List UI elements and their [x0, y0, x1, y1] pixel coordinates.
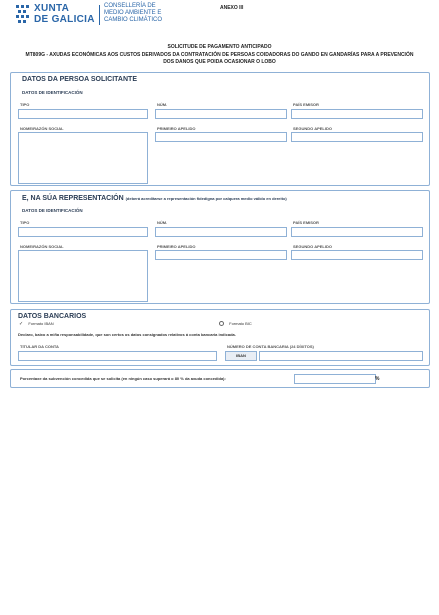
bank-title: DATOS BANCARIOS: [18, 313, 87, 320]
account-number-label: NÚMERO DE CONTA BANCARIA (24 DÍXITOS): [227, 344, 314, 349]
applicant-surname2-label: SEGUNDO APELIDO: [293, 126, 332, 131]
representative-section: [10, 190, 430, 304]
representative-surname2-label: SEGUNDO APELIDO: [293, 244, 332, 249]
representative-name-field[interactable]: [18, 250, 148, 302]
applicant-type-field[interactable]: [18, 109, 148, 119]
subsidy-section: [10, 369, 430, 388]
representative-type-label: TIPO: [20, 220, 30, 225]
iban-checkmark-icon: ✓: [19, 321, 24, 327]
logo-department: CONSELLERÍA DE MEDIO AMBIENTE E CAMBIO CLIMÁTICO: [104, 3, 163, 23]
applicant-surname1-label: PRIMEIRO APELIDO: [157, 126, 196, 131]
annex-label: ANEXO III: [220, 5, 244, 11]
representative-num-label: NÚM.: [157, 220, 168, 225]
applicant-title: DATOS DA PERSOA SOLICITANTE: [22, 76, 137, 83]
xunta-logo-mark-icon: [14, 4, 32, 24]
representative-type-field[interactable]: [18, 227, 148, 237]
applicant-type-label: TIPO: [20, 102, 30, 107]
applicant-country-label: PAÍS EMISOR: [293, 102, 319, 107]
representative-title-text: E, NA SÚA REPRESENTACIÓN: [22, 195, 124, 202]
bic-radio-icon: [219, 321, 224, 326]
logo-separator: [99, 5, 100, 25]
subsidy-percentage-label: Porcentaxe da subvención concedida que se solicita (en ningún caso superará o 80 % da axuda concedida):: [20, 376, 226, 381]
form-subtitle: MT809G - AXUDAS ECONÓMICAS AOS CUSTOS DERIVADOS DA CONTRATACIÓN DE PERSOAS COIDADORAS DO GANDO EN GANDARÍAS PARA A PREVENCIÓN DOS DANOS QUE POIDA OCASIONAR O LOBO: [25, 52, 414, 65]
account-number-field[interactable]: [259, 351, 423, 361]
applicant-id-heading: DATOS DE IDENTIFICACIÓN: [22, 90, 83, 95]
representative-name-label: NOME/RAZÓN SOCIAL: [20, 244, 64, 249]
applicant-name-label: NOME/RAZÓN SOCIAL: [20, 126, 64, 131]
representative-surname2-field[interactable]: [291, 250, 423, 260]
iban-prefix-box: IBAN: [225, 351, 257, 361]
iban-format-option[interactable]: [19, 321, 54, 327]
representative-title: [22, 195, 287, 202]
representative-country-label: PAÍS EMISOR: [293, 220, 319, 225]
bic-format-option[interactable]: [219, 321, 252, 326]
account-holder-field[interactable]: [18, 351, 217, 361]
applicant-name-field[interactable]: [18, 132, 148, 184]
bank-declaration: Declaro, baixo a miña responsabilidade, que son certos os datos consignados relativos á conta bancaria indicada.: [18, 332, 236, 337]
representative-note: (deberá acreditarse a representación fidedigna por calquera medio válido en dereito): [125, 196, 287, 201]
bic-format-label: Formato BIC: [229, 321, 252, 326]
logo-name: XUNTA DE GALICIA: [34, 3, 95, 25]
subsidy-percentage-field[interactable]: [294, 374, 376, 384]
applicant-surname1-field[interactable]: [155, 132, 287, 142]
applicant-num-field[interactable]: [155, 109, 287, 119]
applicant-num-label: NÚM.: [157, 102, 168, 107]
form-title: SOLICITUDE DE PAGAMENTO ANTICIPADO: [167, 44, 272, 50]
representative-id-heading: DATOS DE IDENTIFICACIÓN: [22, 208, 83, 213]
bank-section: [10, 309, 430, 366]
applicant-country-field[interactable]: [291, 109, 423, 119]
subsidy-percent-unit: %: [375, 376, 380, 382]
representative-country-field[interactable]: [291, 227, 423, 237]
account-holder-label: TITULAR DA CONTA: [20, 344, 59, 349]
applicant-section: [10, 72, 430, 186]
iban-format-label: Formato IBAN: [28, 321, 54, 326]
applicant-surname2-field[interactable]: [291, 132, 423, 142]
representative-num-field[interactable]: [155, 227, 287, 237]
representative-surname1-field[interactable]: [155, 250, 287, 260]
representative-surname1-label: PRIMEIRO APELIDO: [157, 244, 196, 249]
